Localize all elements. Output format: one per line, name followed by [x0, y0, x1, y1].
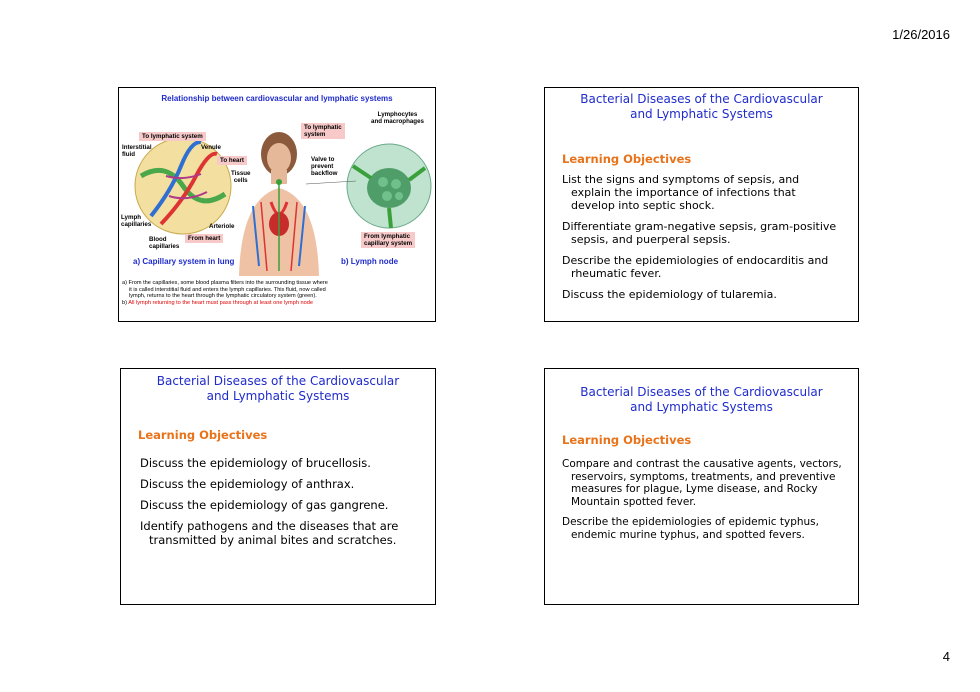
slide-title: Bacterial Diseases of the Cardiovascular and Lymphatic Systems: [156, 374, 400, 403]
lymph-node-body: [367, 168, 411, 208]
slide-objectives-brucellosis: [120, 368, 436, 605]
label-arteriole: Arteriole: [209, 223, 235, 230]
objectives-list: [562, 458, 844, 541]
list-item: List the signs and symptoms of sepsis, and explain the importance of infections that develop into septic shock.: [562, 173, 800, 212]
slide-title: Bacterial Diseases of the Cardiovascular and Lymphatic Systems: [580, 92, 823, 121]
page-number: 4: [942, 649, 950, 664]
figure-title: Relationship between cardiovascular and lymphatic systems: [161, 94, 393, 103]
list-item: Identify pathogens and the diseases that are transmitted by animal bites and scratches.: [140, 519, 399, 547]
objectives-heading: Learning Objectives: [562, 152, 692, 166]
figure-face: [267, 143, 291, 173]
panel-a-title: a) Capillary system in lung: [133, 257, 235, 266]
label-to-lymphatic-system-mid: To lymphatic system: [301, 123, 345, 139]
label-interstitial-fluid: Interstitial fluid: [122, 144, 152, 158]
list-item: Discuss the epidemiology of tularemia.: [562, 288, 777, 301]
slide-title: Bacterial Diseases of the Cardiovascular and Lymphatic Systems: [580, 385, 823, 414]
slide-cardio-lymph-diagram: [118, 87, 436, 322]
list-item: Discuss the epidemiology of gas gangrene.: [140, 498, 389, 512]
figure-caption: a) From the capillaries, some blood plasma filters into the surrounding tissue where it is called interstitial fluid and enters the lymph capillaries. This fluid, now called lymph, returns to the heart through the lymphatic circulatory system (green). b) All lymph returning to the heart must pass through at least one lymph node: [122, 280, 328, 306]
objectives-heading: Learning Objectives: [138, 428, 268, 442]
slide-objectives-sepsis: [544, 87, 859, 322]
label-from-lymphatic-capillary: From lymphatic capillary system: [361, 232, 415, 248]
label-blood-capillaries: Blood capillaries: [149, 236, 180, 250]
label-to-heart: To heart: [217, 156, 247, 165]
label-tissue-cells: Tissue cells: [231, 170, 251, 184]
panel-b-title: b) Lymph node: [341, 257, 399, 266]
label-lymphocytes: Lymphocytes and macrophages: [371, 111, 424, 125]
list-item: Describe the epidemiologies of endocarditis and rheumatic fever.: [562, 254, 829, 280]
list-item: Compare and contrast the causative agents, vectors, reservoirs, symptoms, treatments, and preventive measures for plague, Lyme disease, and Rocky Mountain spotted fever.: [562, 458, 842, 508]
list-item: Differentiate gram-negative sepsis, gram-positive sepsis, and puerperal sepsis.: [562, 220, 837, 246]
objectives-list: [562, 173, 840, 301]
neck-lymph-node: [276, 179, 282, 185]
label-to-lymphatic-system: To lymphatic system: [139, 132, 206, 141]
objectives-heading: Learning Objectives: [562, 433, 692, 447]
label-lymph-capillaries: Lymph capillaries: [121, 214, 152, 228]
label-valve: Valve to prevent backflow: [311, 156, 338, 177]
objectives-list: [140, 456, 417, 547]
list-item: Discuss the epidemiology of brucellosis.: [140, 456, 371, 470]
list-item: Describe the epidemiologies of epidemic typhus, endemic murine typhus, and spotted fevers.: [562, 516, 819, 541]
label-venule: Venule: [201, 144, 221, 151]
slide-objectives-plague: [544, 368, 859, 605]
list-item: Discuss the epidemiology of anthrax.: [140, 477, 355, 491]
handout-date: 1/26/2016: [892, 27, 950, 42]
label-from-heart: From heart: [185, 234, 223, 243]
